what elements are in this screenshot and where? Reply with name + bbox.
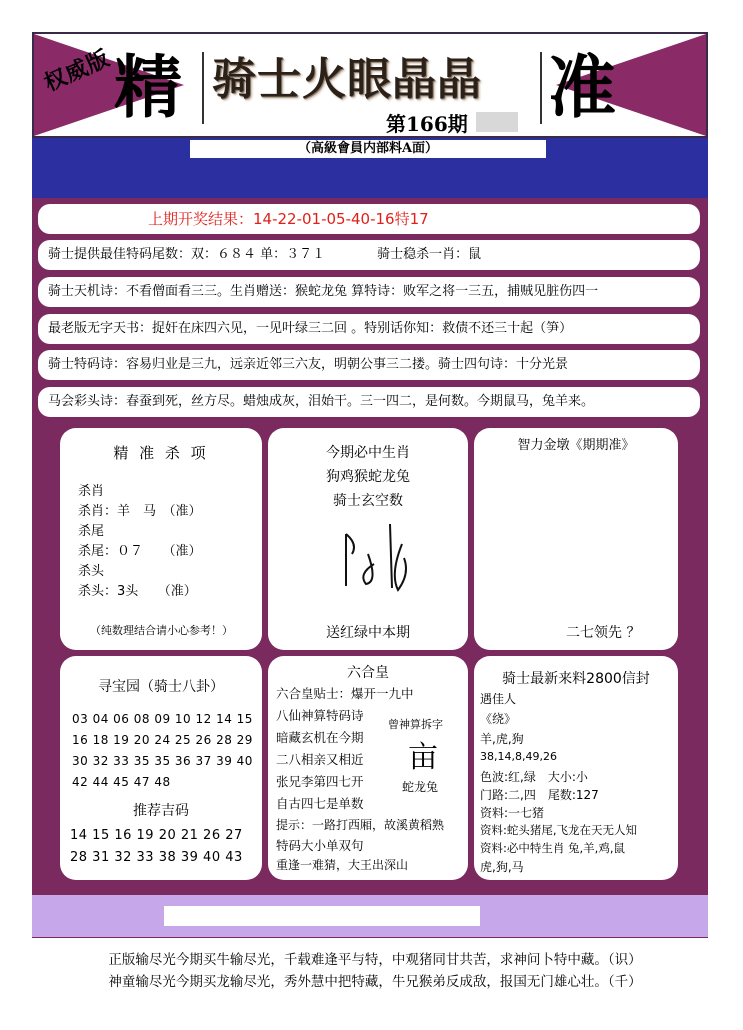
liuhe-title: 六合皇 (347, 665, 389, 681)
last-result-row: 上期开奖结果：14-22-01-05-40-16特17 (38, 204, 700, 234)
kill-panel-title: 精 准 杀 项 (113, 444, 209, 462)
kill-line: 杀尾 (78, 524, 105, 539)
treasure-panel (60, 656, 262, 880)
special-poem-row: 骑士特码诗：容易归业是三九，远亲近邻三六友，明朝公事三二搂。骑士四句诗：十分光景 (38, 350, 700, 380)
kill-line: 杀头 (78, 564, 105, 579)
latest-line: 资料:蛇头猪尾,飞龙在天无人知 (480, 823, 638, 837)
latest-line: 门路:二,四 尾数:127 (480, 788, 599, 802)
header-banner (32, 32, 708, 138)
subtitle: （高級會員内部料A面） (190, 140, 546, 158)
number-row: 16 18 19 20 24 25 26 28 29 (72, 733, 253, 747)
number-row: 03 04 06 08 09 10 12 14 15 (72, 712, 253, 726)
latest-line: 资料:必中特生肖 兔,羊,鸡,鼠 (480, 841, 625, 855)
liuhe-line: 二八相亲又相近 (276, 752, 364, 767)
liuhe-line: 特码大小单双句 (276, 838, 364, 853)
number-row: 30 32 33 35 35 36 37 39 40 (72, 754, 253, 768)
kill-line: 杀尾：０７ （准） (78, 544, 202, 559)
tail-row: 骑士提供最佳特码尾数：双：６８４ 单：３７１ 骑士稳杀一肖：鼠 (38, 240, 700, 270)
liuhe-line: 暗藏玄机在今期 (276, 730, 364, 745)
page-title: 骑士火眼晶晶 (212, 54, 482, 105)
divider (202, 52, 204, 124)
bottom-blank (164, 906, 480, 926)
zodiac-line2: 狗鸡猴蛇龙兔 (326, 469, 410, 485)
wisdom-title: 智力金墩《期期准》 (517, 438, 635, 453)
kill-line: 杀肖 (78, 484, 105, 499)
horse-poem-row: 马会彩头诗：春蚕到死，丝方尽。蜡烛成灰，泪始干。三一四二，是何数。今期鼠马，兔羊来。 (38, 387, 700, 417)
liuhe-line: 八仙神算特码诗 (276, 708, 364, 723)
latest-line: 资料:一七猪 (480, 806, 545, 820)
latest-line: 羊,虎,狗 (480, 732, 524, 746)
kill-line: 杀头：3头 （准） (78, 584, 197, 599)
lucky-row: 28 31 32 33 38 39 40 43 (70, 850, 243, 865)
liuhe-line: 自古四七是单数 (276, 796, 364, 811)
stamp-label: 权威版 (40, 44, 114, 97)
liuhe-line: 重逢一难猜，大王出深山 (276, 858, 409, 872)
zodiac-panel (268, 428, 468, 650)
issue-blank (476, 112, 518, 132)
number-row: 42 44 45 47 48 (72, 775, 171, 789)
kill-panel (60, 428, 262, 650)
char-label: 曾神算拆字 (388, 718, 443, 731)
divider (540, 52, 542, 124)
liuhe-panel (268, 656, 468, 880)
liuhe-line: 提示：一路打西厢，故溪黄稻熟 (276, 818, 445, 832)
latest-title: 骑士最新来料2800信封 (502, 671, 650, 687)
lucky-row: 14 15 16 19 20 21 26 27 (70, 828, 243, 843)
big-char-left: 精 (114, 48, 183, 128)
handwritten-mark (338, 514, 418, 594)
footer-line: 神童输尽光今期买龙输尽光，秀外慧中把特藏，牛兄猴弟反成敌，报国无门雄心壮。（千） (108, 974, 642, 990)
zodiac-line3: 骑士玄空数 (333, 493, 403, 509)
wisdom-footer: 二七领先 ？ (566, 625, 641, 641)
issue-number: 第166期 (386, 112, 468, 136)
big-char-right: 准 (548, 48, 617, 128)
latest-line: 色波:红,绿 大小:小 (480, 770, 588, 784)
char-answer: 蛇龙兔 (402, 780, 439, 794)
latest-line: 遇佳人 (480, 692, 517, 706)
kill-note: （纯数理结合请小心参考！） (90, 624, 233, 637)
split-char: 亩 (408, 740, 438, 775)
tianshu-row: 最老版无字天书：捉奸在床四六见，一见叶绿三二回 。特别话你知：救债不还三十起（笋） (38, 314, 700, 344)
poem-row: 骑士天机诗：不看僧面看三三。生肖赠送：猴蛇龙兔 算特诗：败军之将一三五，捕贼见脏伤四一 (38, 277, 700, 307)
lucky-title: 推荐吉码 (133, 803, 189, 819)
zodiac-footer: 送红绿中本期 (326, 625, 410, 641)
liuhe-line: 六合皇贴士：爆开一九中 (276, 686, 414, 701)
latest-line: 虎,狗,马 (480, 860, 524, 874)
kill-line: 杀肖：羊 马 （准） (78, 504, 202, 519)
treasure-title: 寻宝园（骑士八卦） (98, 679, 224, 695)
liuhe-line: 张兄李第四七开 (276, 774, 364, 789)
zodiac-line1: 今期必中生肖 (326, 445, 410, 461)
footer-line: 正版输尽光今期买牛输尽光，千载难逢平与特，中观猪同甘共苦，求神问卜特中藏。（识） (108, 952, 642, 968)
latest-panel (474, 656, 678, 880)
wisdom-panel (474, 428, 678, 650)
latest-line: 38,14,8,49,26 (480, 750, 557, 763)
latest-line: 《绕》 (480, 712, 517, 726)
